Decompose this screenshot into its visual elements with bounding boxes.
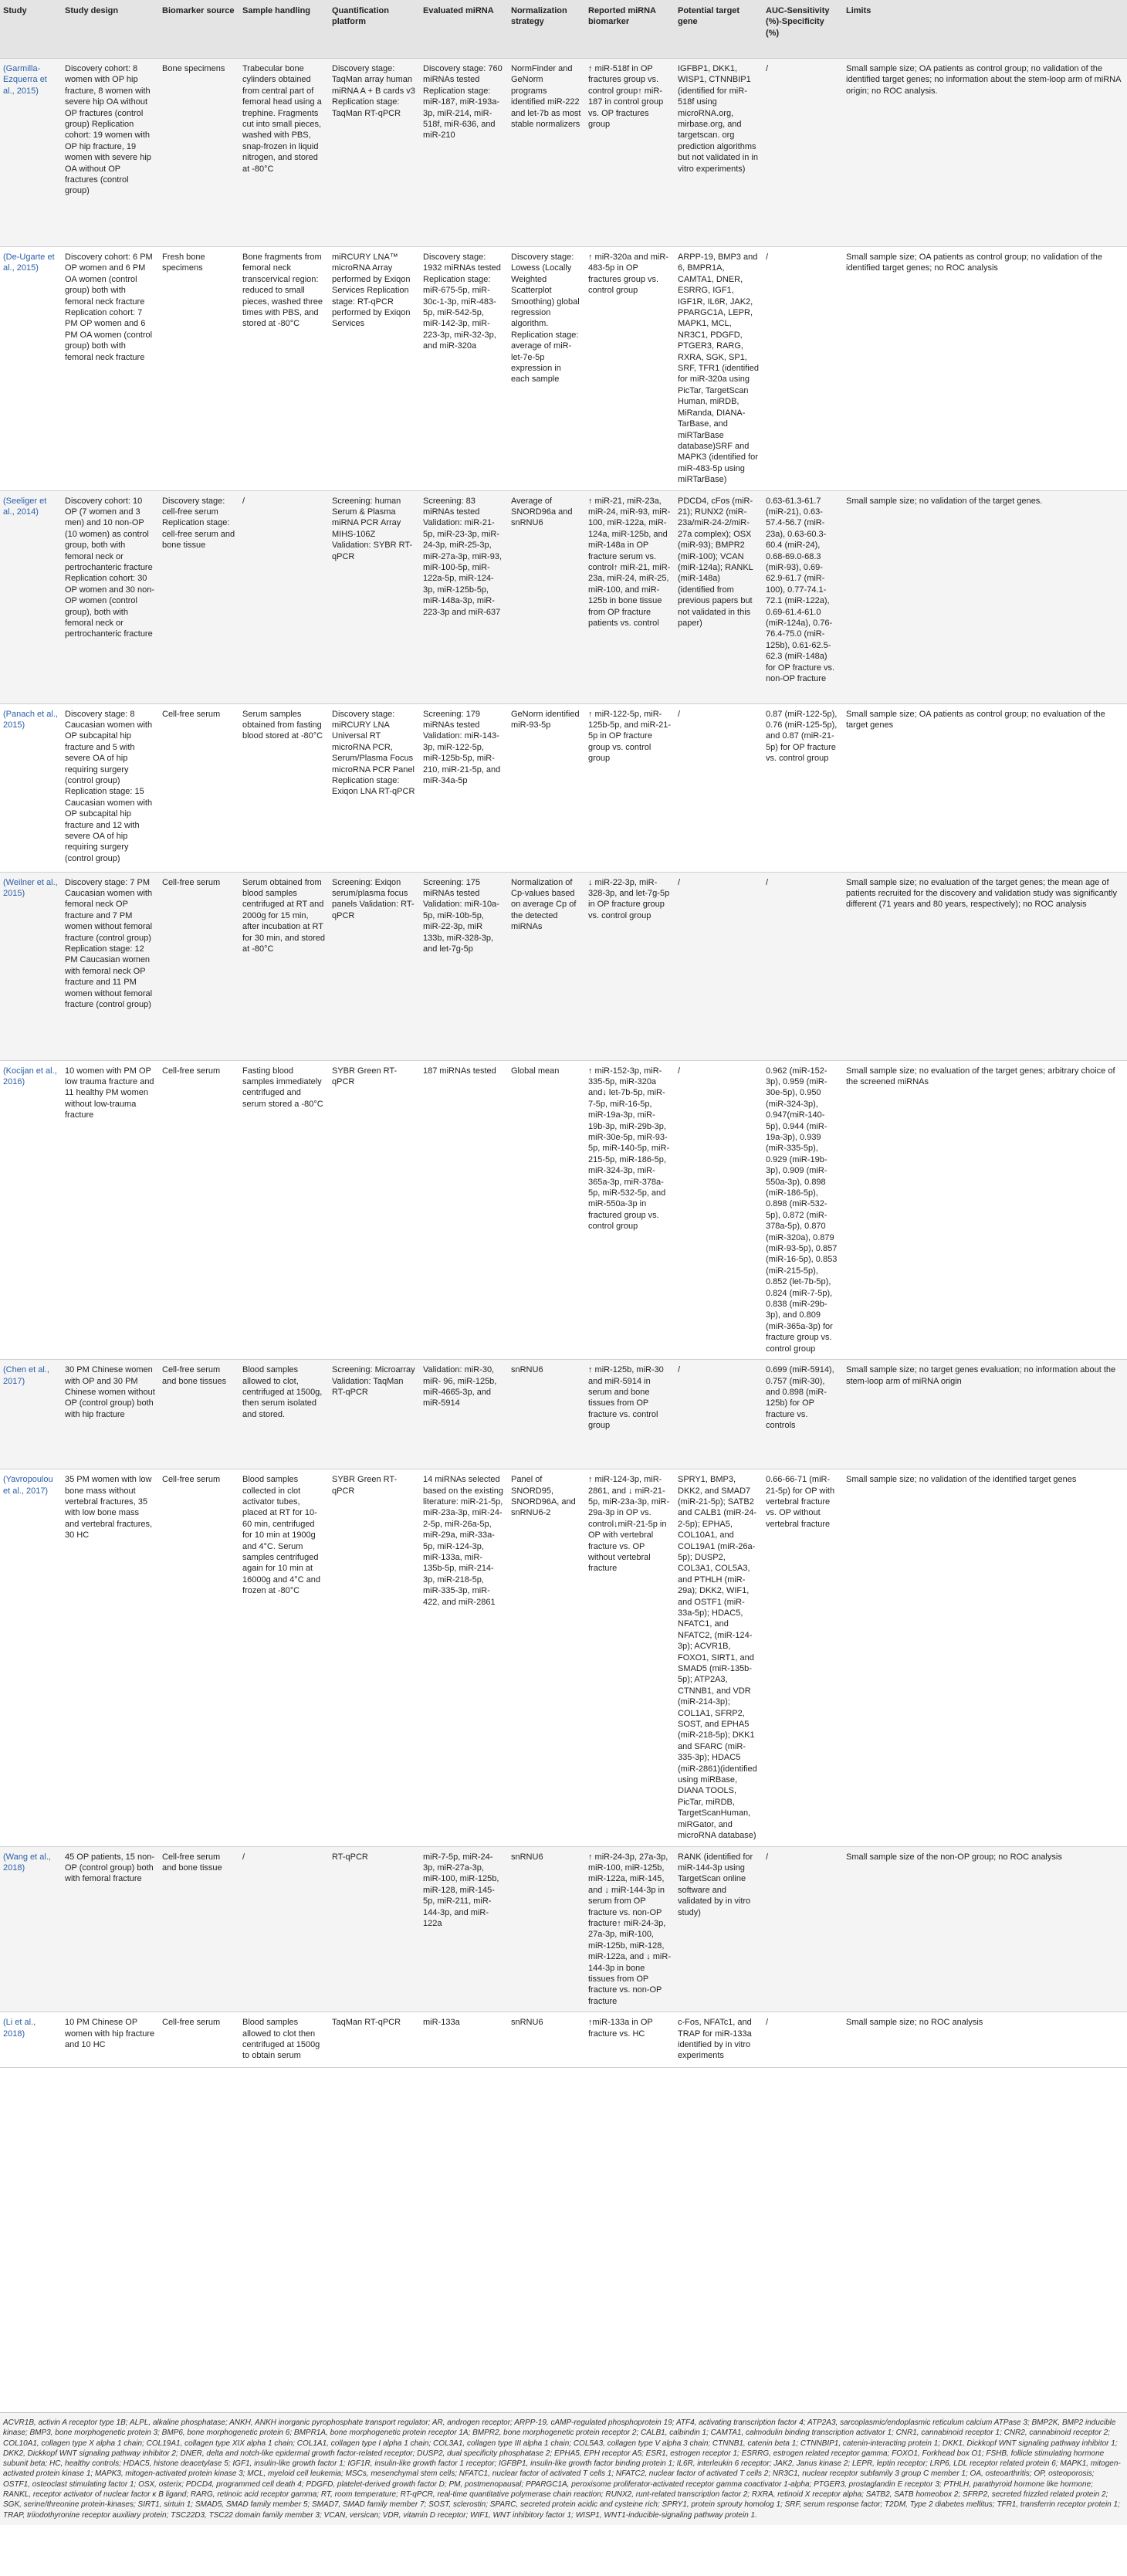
study-design-cell: 10 women with PM OP low trauma fracture and 11 healthy PM women without low-trauma fracture <box>62 1060 159 1360</box>
sample-handling-cell: Blood samples collected in clot activator tubes, placed at RT for 10-60 min, centrifuged for 10 min at 1900g and 4°C. Serum samples centrifuged again for 10 min at 16000g and 4°C and frozen at -80°C <box>239 1469 329 1846</box>
evaluated-mirna-cell: Validation: miR-30, miR- 96, miR-125b, miR-4665-3p, and miR-5914 <box>420 1360 508 1469</box>
target-gene-cell: c-Fos, NFATc1, and TRAP for miR-133a identified by in vitro experiments <box>675 2012 763 2068</box>
table-body <box>0 59 1127 2068</box>
table-row <box>0 872 1127 1060</box>
evaluated-mirna-cell: 14 miRNAs selected based on the existing literature: miR-21-5p, miR-23a-3p, miR-24-2-5p, miR-26a-5p, miR-29a, miR-33a-5p, miR-124-3p, miR-133a, miR-135b-5p, miR-214-3p, miR-218-5p, miR-335-3p, miR-422, and miR-2861 <box>420 1469 508 1846</box>
auc-cell: 0.699 (miR-5914), 0.757 (miR-30), and 0.898 (miR-125b) for OP fracture vs. controls <box>763 1360 843 1469</box>
evaluated-mirna-cell: 187 miRNAs tested <box>420 1060 508 1360</box>
header-auc-sensitivity-specificity: AUC-Sensitivity (%)-Specificity (%) <box>763 0 843 59</box>
limits-cell: Small sample size; no evaluation of the target genes; the mean age of patients recruited for the discovery and validation study was significantly different (71 years and 80 years, respectively); no ROC analysis <box>843 872 1127 1060</box>
header-normalization-strategy: Normalization strategy <box>508 0 585 59</box>
header-potential-target-gene: Potential target gene <box>675 0 763 59</box>
study-design-cell: Discovery stage: 8 Caucasian women with OP subcapital hip fracture and 5 with severe OA of hip requiring surgery (control group) Replication stage: 15 Caucasian women with OP subcapital hip fracture and 12 with severe OA of hip requiring surgery (control group) <box>62 703 159 872</box>
sample-handling-cell: / <box>239 490 329 703</box>
table-row <box>0 1846 1127 2012</box>
biomarker-source-cell: Cell-free serum <box>159 703 239 872</box>
study-link[interactable]: (Weilner et al., 2015) <box>0 872 62 1060</box>
sample-handling-cell: Fasting blood samples immediately centrifuged and serum stored a -80°C <box>239 1060 329 1360</box>
platform-cell: Screening: Exiqon serum/plasma focus panels Validation: RT-qPCR <box>329 872 420 1060</box>
target-gene-cell: ARPP-19, BMP3 and 6, BMPR1A, CAMTA1, DNER, ESRRG, IGF1, IGF1R, IL6R, JAK2, PPARGC1A, LEPR, MAPK1, MCL, NR3C1, PDGFD, PTGER3, RARG, RXRA, SGK, SP1, SRF, TFR1 (identified for miR-320a using PicTar, TargetScan Human, miRDB, MiRanda, DIANA-TarBase, and miRTarBase database)SRF and MAPK3 (identified for miR-483-5p using miRTarBase) <box>675 247 763 491</box>
limits-cell: Small sample size; no evaluation of the target genes; arbitrary choice of the screened miRNAs <box>843 1060 1127 1360</box>
study-design-cell: Discovery cohort: 8 women with OP hip fracture, 8 women with severe hip OA without OP fractures (control group) Replication cohort: 19 women with OP hip fracture, 19 women with severe hip OA without OP fractures (control group) <box>62 59 159 247</box>
table-row <box>0 59 1127 247</box>
platform-cell: RT-qPCR <box>329 1846 420 2012</box>
normalization-cell: Panel of SNORD95, SNORD96A, and snRNU6-2 <box>508 1469 585 1846</box>
study-design-cell: Discovery cohort: 6 PM OP women and 6 PM OA women (control group) both with femoral neck fracture Replication cohort: 7 PM OP women and 6 PM OA women (control group) both with femoral neck fracture <box>62 247 159 491</box>
reported-biomarker-cell: ↑ miR-124-3p, miR-2861, and ↓ miR-21-5p, miR-23a-3p, miR-29a-3p in OP vs. control↓miR-21-5p in OP with vertebral fracture vs. OP without vertebral fracture <box>585 1469 675 1846</box>
normalization-cell: snRNU6 <box>508 1360 585 1469</box>
header-limits: Limits <box>843 0 1127 59</box>
table-header <box>0 0 1127 59</box>
study-design-cell: 35 PM women with low bone mass without vertebral fractures, 35 with low bone mass and vertebral fractures, 30 HC <box>62 1469 159 1846</box>
study-link[interactable]: (Chen et al., 2017) <box>0 1360 62 1469</box>
biomarker-source-cell: Cell-free serum <box>159 1060 239 1360</box>
target-gene-cell: RANK (identified for miR-144-3p using TargetScan online software and validated by in vitro study) <box>675 1846 763 2012</box>
table-row <box>0 247 1127 491</box>
biomarker-source-cell: Cell-free serum and bone tissue <box>159 1846 239 2012</box>
evaluated-mirna-cell: Screening: 83 miRNAs tested Validation: miR-21-5p, miR-23-3p, miR-24-3p, miR-25-3p, miR-27a-3p, miR-93, miR-100-5p, miR-122a-5p, miR-124-3p, miR-125b-5p, miR-148a-3p, miR-223-3p and miR-637 <box>420 490 508 703</box>
header-quantification-platform: Quantification platform <box>329 0 420 59</box>
evaluated-mirna-cell: miR-133a <box>420 2012 508 2068</box>
biomarker-source-cell: Cell-free serum <box>159 2012 239 2068</box>
reported-biomarker-cell: ↑ miR-21, miR-23a, miR-24, miR-93, miR-100, miR-122a, miR-124a, miR-125b, and miR-148a in OP fracture serum vs. control↑ miR-21, miR-23a, miR-24, miR-25, miR-100, and miR-125b in bone tissue from OP fracture patients vs. control <box>585 490 675 703</box>
sample-handling-cell: / <box>239 1846 329 2012</box>
table-row <box>0 490 1127 703</box>
sample-handling-cell: Blood samples allowed to clot, centrifuged at 1500g, then serum isolated and stored. <box>239 1360 329 1469</box>
header-sample-handling: Sample handling <box>239 0 329 59</box>
auc-cell: / <box>763 872 843 1060</box>
normalization-cell: snRNU6 <box>508 2012 585 2068</box>
evaluated-mirna-cell: miR-7-5p, miR-24-3p, miR-27a-3p, miR-100, miR-125b, miR-128, miR-145-5p, miR-211, miR-144-3p, and miR-122a <box>420 1846 508 2012</box>
platform-cell: SYBR Green RT-qPCR <box>329 1060 420 1360</box>
header-biomarker-source: Biomarker source <box>159 0 239 59</box>
auc-cell: 0.63-61.3-61.7 (miR-21), 0.63-57.4-56.7 (miR-23a), 0.63-60.3-60.4 (miR-24), 0.68-69.0-68.3 (miR-93), 0.69-62.9-61.7 (miR-100), 0.77-74.1-72.1 (miR-122a), 0.69-61.4-61.0 (miR-124a), 0.76-76.4-75.0 (miR-125b), 0.61-62.5-62.3 (miR-148a) for OP fracture vs. non-OP fracture <box>763 490 843 703</box>
platform-cell: Discovery stage: miRCURY LNA Universal RT microRNA PCR, Serum/Plasma Focus microRNA PCR Panel Replication stage: Exiqon LNA RT-qPCR <box>329 703 420 872</box>
normalization-cell: Normalization of Cp-values based on average Cp of the detected miRNAs <box>508 872 585 1060</box>
evaluated-mirna-cell: Screening: 175 miRNAs tested Validation: miR-10a-5p, miR-10b-5p, miR-22-3p, miR 133b, miR-328-3p, and let-7g-5p <box>420 872 508 1060</box>
limits-cell: Small sample size; no validation of the identified target genes <box>843 1469 1127 1846</box>
normalization-cell: Global mean <box>508 1060 585 1360</box>
platform-cell: miRCURY LNA™ microRNA Array performed by Exiqon Services Replication stage: RT-qPCR performed by Exiqon Services <box>329 247 420 491</box>
reported-biomarker-cell: ↑ miR-24-3p, 27a-3p, miR-100, miR-125b, miR-122a, miR-145, and ↓ miR-144-3p in serum from OP fracture vs. non-OP fracture↑ miR-24-3p, 27a-3p, miR-100, miR-125b, miR-128, miR-122a, and ↓ miR-144-3p in bone tissues from OP fracture vs. non-OP fracture <box>585 1846 675 2012</box>
sample-handling-cell: Serum obtained from blood samples centrifuged at RT and 2000g for 15 min, after incubation at RT for 30 min, and stored at -80°C <box>239 872 329 1060</box>
header-study: Study <box>0 0 62 59</box>
reported-biomarker-cell: ↑ miR-152-3p, miR-335-5p, miR-320a and↓ let-7b-5p, miR-7-5p, miR-16-5p, miR-19a-3p, miR-19b-3p, miR-29b-3p, miR-30e-5p, miR-93-5p, miR-140-5p, miR-215-5p, miR-186-5p, miR-324-3p, miR-365a-3p, miR-378a-5p, miR-532-5p, and miR-550a-3p in fractured group vs. control group <box>585 1060 675 1360</box>
table-row <box>0 1469 1127 1846</box>
platform-cell: SYBR Green RT-qPCR <box>329 1469 420 1846</box>
limits-cell: Small sample size; OA patients as control group; no validation of the identified target genes; no information about the stem-loop arm of miRNA origin; no ROC analysis. <box>843 59 1127 247</box>
biomarker-source-cell: Discovery stage: cell-free serum Replication stage: cell-free serum and bone tissue <box>159 490 239 703</box>
sample-handling-cell: Bone fragments from femoral neck transcervical region: reduced to small pieces, washed three times with PBS, and stored at -80°C <box>239 247 329 491</box>
study-design-cell: 30 PM Chinese women with OP and 30 PM Chinese women without OP (control group) both with hip fracture <box>62 1360 159 1469</box>
platform-cell: TaqMan RT-qPCR <box>329 2012 420 2068</box>
table-row <box>0 1360 1127 1469</box>
platform-cell: Screening: Microarray Validation: TaqMan RT-qPCR <box>329 1360 420 1469</box>
auc-cell: / <box>763 59 843 247</box>
abbreviations-footnote: ACVR1B, activin A receptor type 1B; ALPL, alkaline phosphatase; ANKH, ANKH inorganic pyrophosphate transport regulator; AR, androgen receptor; ARPP-19, cAMP-regulated phosphoprotein 19; ATF4, activating transcription factor 4; ATP2A3, sarcoplasmic/endoplasmic reticulum calcium ATPase 3; BMP2K, BMP2 inducible kinase; BMP3, bone morphogenetic protein 3; BMP6, bone morphogenetic protein 6; BMPR1A, bone morphogenetic protein receptor 1A; BMPR2, bone morphogenetic protein receptor 2; CALB1, calbindin 1; CAMTA1, calmodulin binding transcription activator 1; CNR1, cannabinoid receptor 1; CNR2, cannabinoid receptor 2; COL10A1, collagen type X alpha 1 chain; COL19A1, collagen type XIX alpha 1 chain; COL1A1, collagen type I alpha 1 chain; COL3A1, collagen type III alpha 1 chain; COL5A3, collagen type V alpha 3 chain; CTNNB1, catenin beta 1; CTNNBIP1, catenin-interacting protein 1; DKK1, Dickkopf WNT signaling pathway inhibitor 1; DKK2, Dickkopf WNT signaling pathway inhibitor 2; DNER, delta and notch-like epidermal growth factor-related receptor; DUSP2, dual specificity phosphatase 2; EPHA5, EPH receptor A5; ESR1, estrogen receptor 1; ESRRG, estrogen related receptor gamma; FOXO1, Forkhead box O1; FSHB, follicle stimulating hormone subunit beta; HC, healthy controls; HDAC5, histone deacetylase 5; IGF1, insulin-like growth factor 1; IGF1R, insulin-like growth factor 1 receptor; IGFBP1, insulin-like growth factor binding protein 1; IL6R, interleukin 6 receptor; JAK2, Janus kinase 2; LEPR, leptin receptor; LRP6, LDL receptor related protein 6; MAPK1, mitogen-activated protein kinase 1; MAPK3, mitogen-activated protein kinase 3; MCL, myeloid cell leukemia; MSCs, mesenchymal stem cells; NFATC1, nuclear factor of activated T cells 1; NFATC2, nuclear factor of activated T cells 2; NR3C1, nuclear receptor subfamily 3 group C member 1; OA, osteoarthritis; OP, osteoporosis; OSTF1, osteoclast stimulating factor 1; OSX, osterix; PDCD4, programmed cell death 4; PDGFD, platelet-derived growth factor D; PM, postmenopausal; PPARGC1A, peroxisome proliferator-activated receptor gamma coactivator 1-alpha; PTGER3, prostaglandin E receptor 3; PTHLH, parathyroid hormone like hormone; RANKL, receptor activator of nuclear factor κ B ligand; RARG, retinoic acid receptor gamma; RT, room temperature; RT-qPCR, real-time quantitative polymerase chain reaction; RUNX2, runt-related transcription factor 2; RXRA, retinoid X receptor alpha; SATB2, SATB homeobox 2; SFRP2, secreted frizzled related protein 2; SGK, serine/threonine protein-kinases; SIRT1, sirtuin 1; SMAD5, SMAD family member 5; SMAD7, SMAD family member 7; SOST, sclerostin; SPARC, secreted protein acidic and cysteine rich; SPRY1, protein sprouty homolog 1; SRF, serum response factor; T2DM, Type 2 diabetes mellitus; TFR1, transferrin receptor protein 1; TRAP, triiodothyronine receptor auxiliary protein; TSC22D3, TSC22 domain family member 3; VCAN, versican; VDR, vitamin D receptor; WIF1, WNT inhibitory factor 1; WISP1, WNT1-inducible-signaling pathway protein 1. <box>0 2412 1127 2525</box>
study-link[interactable]: (Wang et al., 2018) <box>0 1846 62 2012</box>
normalization-cell: Average of SNORD96a and snRNU6 <box>508 490 585 703</box>
reported-biomarker-cell: ↑ miR-518f in OP fractures group vs. control group↑ miR-187 in control group vs. OP fractures group <box>585 59 675 247</box>
evaluated-mirna-cell: Discovery stage: 760 miRNAs tested Replication stage: miR-187, miR-193a-3p, miR-214, miR-518f, miR-636, and miR-210 <box>420 59 508 247</box>
sample-handling-cell: Serum samples obtained from fasting blood stored at -80°C <box>239 703 329 872</box>
auc-cell: / <box>763 1846 843 2012</box>
target-gene-cell: / <box>675 1060 763 1360</box>
sample-handling-cell: Blood samples allowed to clot then centrifuged at 1500g to obtain serum <box>239 2012 329 2068</box>
auc-cell: 0.962 (miR-152-3p), 0.959 (miR-30e-5p), 0.950 (miR-324-3p), 0.947(miR-140-5p), 0.944 (miR-19a-3p), 0.939 (miR-335-5p), 0.929 (miR-19b-3p), 0.909 (miR-550a-3p), 0.898 (miR-186-5p), 0.898 (miR-532-5p), 0.872 (miR-378a-5p), 0.870 (miR-320a), 0.879 (miR-93-5p), 0.857 (miR-16-5p), 0.853 (miR-215-5p), 0.852 (let-7b-5p), 0.824 (miR-7-5p), 0.838 (miR-29b-3p), and 0.809 (miR-365a-3p) for fracture group vs. control group <box>763 1060 843 1360</box>
sample-handling-cell: Trabecular bone cylinders obtained from central part of femoral head using a trephine. Fragments cut into small pieces, washed with PBS, snap-frozen in liquid nitrogen, and stored at -80°C <box>239 59 329 247</box>
study-link[interactable]: (Garmilla-Ezquerra et al., 2015) <box>0 59 62 247</box>
study-design-cell: 45 OP patients, 15 non-OP (control group) both with femoral fracture <box>62 1846 159 2012</box>
table-row <box>0 703 1127 872</box>
target-gene-cell: / <box>675 703 763 872</box>
limits-cell: Small sample size of the non-OP group; no ROC analysis <box>843 1846 1127 2012</box>
target-gene-cell: SPRY1, BMP3, DKK2, and SMAD7 (miR-21-5p); SATB2 and CALB1 (miR-24-2-5p); EPHA5, COL10A1, and COL19A1 (miR-26a-5p); DUSP2, COL3A1, COL5A3, and PTHLH (miR-29a); DKK2, WIF1, and OSTF1 (miR-33a-5p); HDAC5, NFATC1, and NFATC2, (miR-124-3p); ACVR1B, FOXO1, SIRT1, and SMAD5 (miR-135b-5p); ATP2A3, CTNNB1, and VDR (miR-214-3p); COL1A1, SFRP2, SOST, and EPHA5 (miR-218-5p); DKK1 and SFARC (miR-335-3p); HDAC5 (miR-2861)(identified using miRBase, DIANA TOOLS, PicTar, miRDB, TargetScanHuman, miRGator, and microRNA database) <box>675 1469 763 1846</box>
platform-cell: Screening: human Serum & Plasma miRNA PCR Array MIHS-106Z Validation: SYBR RT-qPCR <box>329 490 420 703</box>
study-design-cell: 10 PM Chinese OP women with hip fracture and 10 HC <box>62 2012 159 2068</box>
target-gene-cell: PDCD4, cFos (miR-21); RUNX2 (miR-23a/miR-24-2/miR-27a complex); OSX (miR-93); BMPR2 (miR-100); VCAN (miR-124a); RANKL (miR-148a) (identified from previous papers but not validated in this paper) <box>675 490 763 703</box>
normalization-cell: GeNorm identified miR-93-5p <box>508 703 585 872</box>
limits-cell: Small sample size; OA patients as control group; no validation of the identified target genes; no ROC analysis <box>843 247 1127 491</box>
table-row <box>0 1060 1127 1360</box>
biomarker-source-cell: Cell-free serum and bone tissues <box>159 1360 239 1469</box>
biomarker-source-cell: Cell-free serum <box>159 872 239 1060</box>
header-row <box>0 0 1127 59</box>
reported-biomarker-cell: ↑ miR-122-5p, miR-125b-5p, and miR-21-5p in OP fracture group vs. control group <box>585 703 675 872</box>
study-link[interactable]: (Seeliger et al., 2014) <box>0 490 62 703</box>
auc-cell: 0.87 (miR-122-5p), 0.76 (miR-125-5p), and 0.87 (miR-21-5p) for OP fracture vs. control group <box>763 703 843 872</box>
study-design-cell: Discovery cohort: 10 OP (7 women and 3 men) and 10 non-OP (10 women) as control group, both with femoral neck or pertrochanteric fracture Replication cohort: 30 OP women and 30 non-OP women (control group), both with femoral neck or pertrochanteric fracture <box>62 490 159 703</box>
reported-biomarker-cell: ↑miR-133a in OP fracture vs. HC <box>585 2012 675 2068</box>
limits-cell: Small sample size; OA patients as control group; no evaluation of the target genes <box>843 703 1127 872</box>
biomarker-source-cell: Cell-free serum <box>159 1469 239 1846</box>
study-link[interactable]: (Li et al., 2018) <box>0 2012 62 2068</box>
header-reported-mirna-biomarker: Reported miRNA biomarker <box>585 0 675 59</box>
header-evaluated-mirna: Evaluated miRNA <box>420 0 508 59</box>
platform-cell: Discovery stage: TaqMan array human miRNA A + B cards v3 Replication stage: TaqMan RT-qPCR <box>329 59 420 247</box>
study-design-cell: Discovery stage: 7 PM Caucasian women with femoral neck OP fracture and 7 PM women without femoral fracture (control group) Replication stage: 12 PM Caucasian women with femoral neck OP fracture and 11 PM women without femoral fracture (control group) <box>62 872 159 1060</box>
limits-cell: Small sample size; no target genes evaluation; no information about the stem-loop arm of miRNA origin <box>843 1360 1127 1469</box>
limits-cell: Small sample size; no ROC analysis <box>843 2012 1127 2068</box>
normalization-cell: snRNU6 <box>508 1846 585 2012</box>
auc-cell: / <box>763 247 843 491</box>
study-link[interactable]: (Kocijan et al., 2016) <box>0 1060 62 1360</box>
study-link[interactable]: (De-Ugarte et al., 2015) <box>0 247 62 491</box>
evaluated-mirna-cell: Screening: 179 miRNAs tested Validation: miR-143-3p, miR-122-5p, miR-125b-5p, miR-210, miR-21-5p, and miR-34a-5p <box>420 703 508 872</box>
study-link[interactable]: (Yavropoulou et al., 2017) <box>0 1469 62 1846</box>
target-gene-cell: / <box>675 872 763 1060</box>
reported-biomarker-cell: ↑ miR-320a and miR-483-5p in OP fractures group vs. control group <box>585 247 675 491</box>
auc-cell: 0.66-66-71 (miR-21-5p) for OP with vertebral fracture vs. OP without vertebral fracture <box>763 1469 843 1846</box>
biomarker-source-cell: Fresh bone specimens <box>159 247 239 491</box>
normalization-cell: Discovery stage: Lowess (Locally Weighted Scatterplot Smoothing) global regression algorithm. Replication stage: average of miR-let-7e-5p expression in each sample <box>508 247 585 491</box>
target-gene-cell: / <box>675 1360 763 1469</box>
biomarker-source-cell: Bone specimens <box>159 59 239 247</box>
reported-biomarker-cell: ↓ miR-22-3p, miR-328-3p, and let-7g-5p in OP fracture group vs. control group <box>585 872 675 1060</box>
normalization-cell: NormFinder and GeNorm programs identified miR-222 and let-7b as most stable normalizers <box>508 59 585 247</box>
evaluated-mirna-cell: Discovery stage: 1932 miRNAs tested Replication stage: miR-675-5p, miR-30c-1-3p, miR-483-5p, miR-542-5p, miR-142-3p, miR-223-3p, miR-32-3p, and miR-320a <box>420 247 508 491</box>
reported-biomarker-cell: ↑ miR-125b, miR-30 and miR-5914 in serum and bone tissues from OP fracture vs. control group <box>585 1360 675 1469</box>
limits-cell: Small sample size; no validation of the target genes. <box>843 490 1127 703</box>
study-link[interactable]: (Panach et al., 2015) <box>0 703 62 872</box>
auc-cell: / <box>763 2012 843 2068</box>
header-study-design: Study design <box>62 0 159 59</box>
target-gene-cell: IGFBP1, DKK1, WISP1, CTNNBIP1 (identified for miR-518f using microRNA.org, mirbase.org, and targetscan. org prediction algorithms but not validated in in vitro experiments) <box>675 59 763 247</box>
table-row <box>0 2012 1127 2068</box>
